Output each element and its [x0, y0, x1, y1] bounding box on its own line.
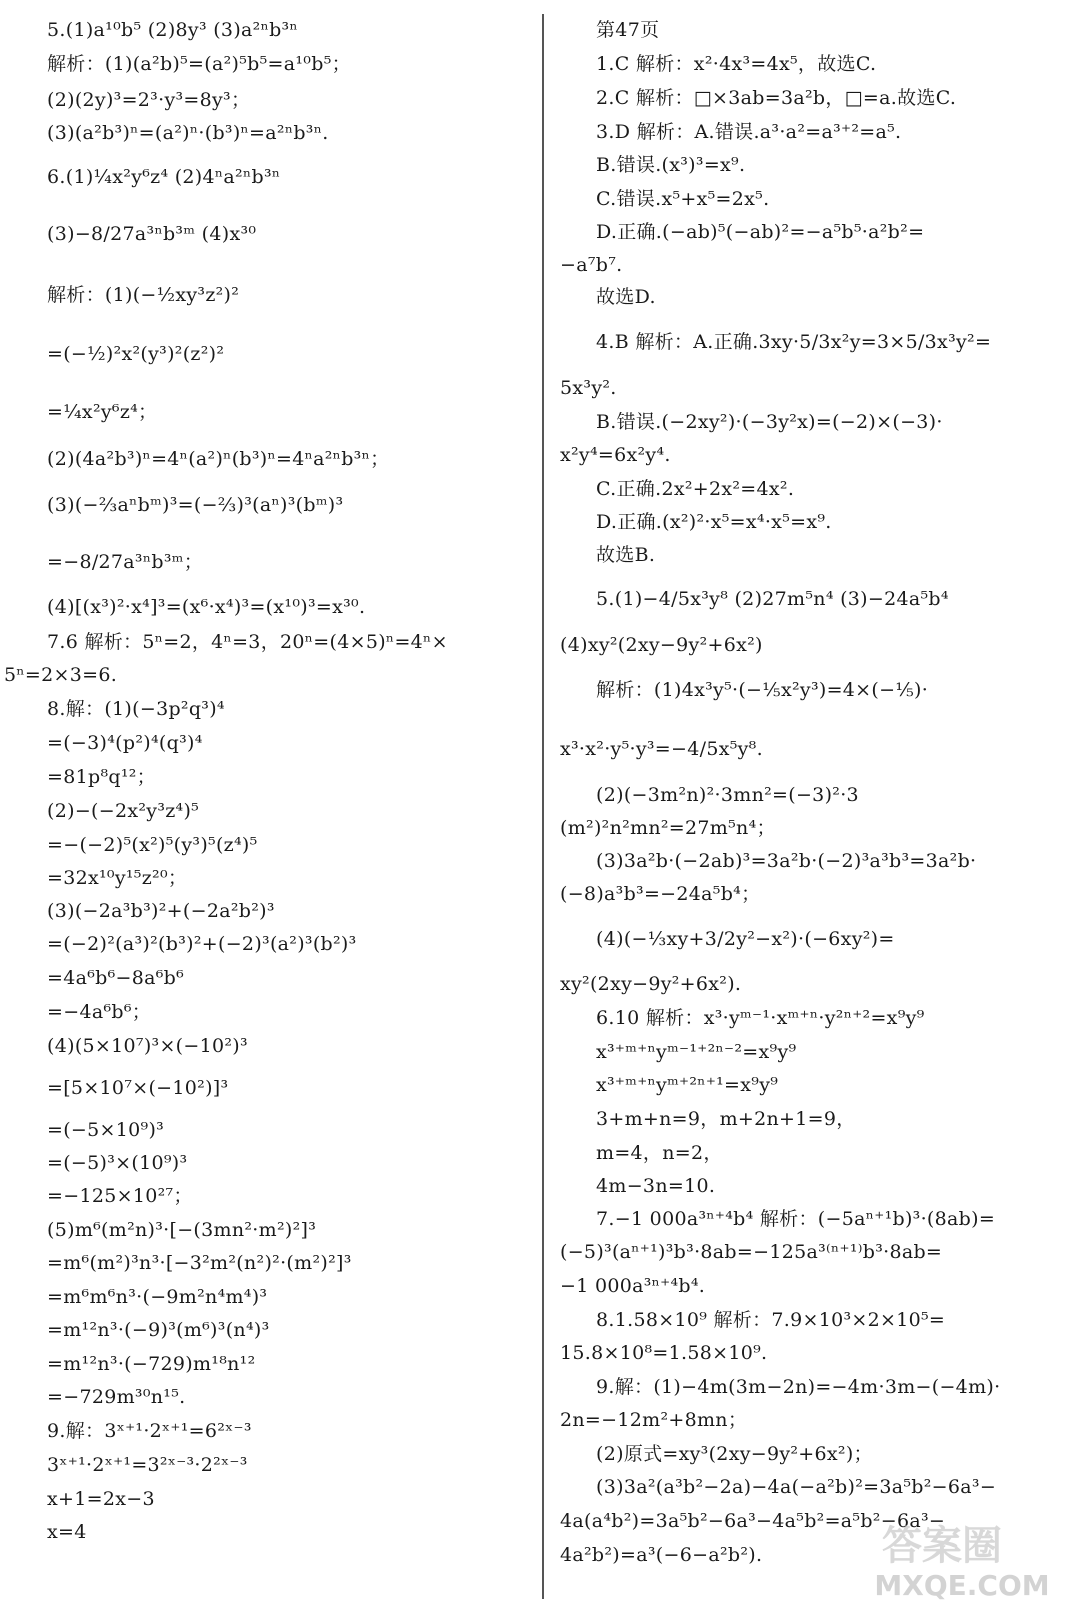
left-line-15: 8.解：(1)(−3p²q³)⁴: [47, 698, 225, 720]
left-line-11: =−8/27a³ⁿb³ᵐ；: [47, 551, 204, 573]
right-line-21: (m²)²n²mn²=27m⁵n⁴；: [560, 817, 776, 839]
left-line-23: =4a⁶b⁶−8a⁶b⁶: [47, 967, 185, 989]
right-line-35: 8.1.58×10⁹ 解析：7.9×10³×2×10⁵=: [596, 1309, 946, 1331]
left-line-35: =−729m³⁰n¹⁵.: [47, 1386, 186, 1408]
right-line-38: 2n=−12m²+8mn；: [560, 1409, 748, 1431]
right-line-40: (3)3a²(a³b²−2a)−4a(−a²b)²=3a⁵b²−6a³−: [596, 1476, 997, 1498]
right-line-20: (2)(−3m²n)²·3mn²=(−3)²·3: [596, 784, 859, 806]
left-line-31: =m⁶(m²)³n³·[−3²m²(n²)²·(m²)²]³: [47, 1252, 352, 1274]
left-line-30: (5)m⁶(m²n)³·[−(3mn²·m²)²]³: [47, 1219, 317, 1241]
left-line-3: (3)(a²b³)ⁿ=(a²)ⁿ·(b³)ⁿ=a²ⁿb³ⁿ.: [47, 122, 329, 144]
left-line-24: =−4a⁶b⁶；: [47, 1001, 152, 1023]
right-line-14: D.正确.(x²)²·x⁵=x⁴·x⁵=x⁹.: [596, 511, 832, 533]
watermark-logo: [842, 1511, 1072, 1601]
left-line-12: (4)[(x³)²·x⁴]³=(x⁶·x⁴)³=(x¹⁰)³=x³⁰.: [47, 596, 366, 618]
left-line-17: =81p⁸q¹²；: [47, 766, 156, 788]
left-line-18: (2)−(−2x²y³z⁴)⁵: [47, 800, 200, 822]
right-line-6: D.正确.(−ab)⁵(−ab)²=−a⁵b⁵·a²b²=: [596, 221, 925, 243]
right-line-2: 2.C 解析：□×3ab=3a²b，□=a.故选C.: [596, 87, 957, 109]
right-line-22: (3)3a²b·(−2ab)³=3a²b·(−2)³a³b³=3a²b·: [596, 850, 977, 872]
right-line-41: 4a(a⁴b²)=3a⁵b²−6a³−4a⁵b²=a⁵b²−6a³−: [560, 1510, 946, 1532]
left-line-14: 5ⁿ=2×3=6.: [4, 664, 118, 686]
right-line-31: 4m−3n=10.: [596, 1175, 716, 1197]
left-line-39: x=4: [47, 1521, 87, 1543]
left-line-5: (3)−8/27a³ⁿb³ᵐ (4)x³⁰: [47, 223, 257, 245]
column-divider: [542, 14, 544, 1599]
right-line-5: C.错误.x⁵+x⁵=2x⁵.: [596, 188, 770, 210]
right-line-39: (2)原式=xy³(2xy−9y²+6x²)；: [596, 1443, 873, 1465]
right-line-7: −a⁷b⁷.: [560, 254, 623, 276]
left-line-10: (3)(−⅔aⁿbᵐ)³=(−⅔)³(aⁿ)³(bᵐ)³: [47, 494, 344, 516]
right-line-16: 5.(1)−4/5x³y⁸ (2)27m⁵n⁴ (3)−24a⁵b⁴: [596, 588, 949, 610]
left-line-21: (3)(−2a³b³)²+(−2a²b²)³: [47, 900, 275, 922]
right-line-24: (4)(−⅓xy+3/2y²−x²)·(−6xy²)=: [596, 928, 895, 950]
left-line-13: 7.6 解析：5ⁿ=2，4ⁿ=3，20ⁿ=(4×5)ⁿ=4ⁿ×: [47, 631, 448, 653]
right-line-23: (−8)a³b³=−24a⁵b⁴；: [560, 883, 761, 905]
right-line-3: 3.D 解析：A.错误.a³·a²=a³⁺²=a⁵.: [596, 121, 902, 143]
left-line-27: =(−5×10⁹)³: [47, 1119, 165, 1141]
left-line-9: (2)(4a²b³)ⁿ=4ⁿ(a²)ⁿ(b³)ⁿ=4ⁿa²ⁿb³ⁿ；: [47, 448, 390, 470]
right-column: [560, 0, 1080, 1607]
left-line-22: =(−2)²(a³)²(b³)²+(−2)³(a²)³(b²)³: [47, 933, 357, 955]
watermark-url: MXQE.COM: [874, 1569, 1050, 1601]
left-line-25: (4)(5×10⁷)³×(−10²)³: [47, 1035, 248, 1057]
right-line-12: x²y⁴=6x²y⁴.: [560, 444, 671, 466]
left-line-37: 3ˣ⁺¹·2ˣ⁺¹=3²ˣ⁻³·2²ˣ⁻³: [47, 1454, 248, 1476]
left-line-7: =(−½)²x²(y³)²(z²)²: [47, 343, 225, 365]
right-line-13: C.正确.2x²+2x²=4x².: [596, 478, 795, 500]
right-line-9: 4.B 解析：A.正确.3xy·5/3x²y=3×5/3x³y²=: [596, 331, 992, 353]
left-line-6: 解析：(1)(−½xy³z²)²: [47, 284, 240, 306]
right-line-26: 6.10 解析：x³·yᵐ⁻¹·xᵐ⁺ⁿ·y²ⁿ⁺²=x⁹y⁹: [596, 1007, 925, 1029]
left-line-38: x+1=2x−3: [47, 1488, 155, 1510]
right-line-11: B.错误.(−2xy²)·(−3y²x)=(−2)×(−3)·: [596, 411, 943, 433]
right-line-32: 7.−1 000a³ⁿ⁺⁴b⁴ 解析：(−5aⁿ⁺¹b)³·(8ab)=: [596, 1208, 996, 1230]
right-line-33: (−5)³(aⁿ⁺¹)³b³·8ab=−125a³⁽ⁿ⁺¹⁾b³·8ab=: [560, 1241, 943, 1263]
left-line-33: =m¹²n³·(−9)³(m⁶)³(n⁴)³: [47, 1319, 270, 1341]
right-line-42: 4a²b²)=a³(−6−a²b²).: [560, 1544, 763, 1566]
right-line-28: x³⁺ᵐ⁺ⁿyᵐ⁺²ⁿ⁺¹=x⁹y⁹: [596, 1074, 779, 1096]
left-line-20: =32x¹⁰y¹⁵z²⁰；: [47, 867, 188, 889]
left-line-34: =m¹²n³·(−729)m¹⁸n¹²: [47, 1353, 256, 1375]
left-line-19: =−(−2)⁵(x²)⁵(y³)⁵(z⁴)⁵: [47, 834, 258, 856]
right-line-15: 故选B.: [596, 544, 656, 566]
left-line-32: =m⁶m⁶n³·(−9m²n⁴m⁴)³: [47, 1286, 268, 1308]
right-line-36: 15.8×10⁸=1.58×10⁹.: [560, 1342, 768, 1364]
left-column: [0, 0, 530, 1607]
left-line-26: =[5×10⁷×(−10²)]³: [47, 1077, 229, 1099]
right-line-4: B.错误.(x³)³=x⁹.: [596, 154, 746, 176]
right-line-27: x³⁺ᵐ⁺ⁿyᵐ⁻¹⁺²ⁿ⁻²=x⁹y⁹: [596, 1041, 797, 1063]
right-line-29: 3+m+n=9，m+2n+1=9，: [596, 1108, 856, 1130]
left-line-0: 5.(1)a¹⁰b⁵ (2)8y³ (3)a²ⁿb³ⁿ: [47, 19, 298, 41]
left-line-28: =(−5)³×(10⁹)³: [47, 1152, 188, 1174]
left-line-29: =−125×10²⁷；: [47, 1185, 193, 1207]
right-line-18: 解析：(1)4x³y⁵·(−⅕x²y³)=4×(−⅕)·: [596, 679, 929, 701]
right-line-8: 故选D.: [596, 286, 656, 308]
right-line-19: x³·x²·y⁵·y³=−4/5x⁵y⁸.: [560, 738, 763, 760]
right-line-25: xy²(2xy−9y²+6x²).: [560, 973, 742, 995]
right-line-10: 5x³y².: [560, 377, 617, 399]
right-line-37: 9.解：(1)−4m(3m−2n)=−4m·3m−(−4m)·: [596, 1376, 1001, 1398]
left-line-8: =¼x²y⁶z⁴；: [47, 401, 158, 423]
left-line-16: =(−3)⁴(p²)⁴(q³)⁴: [47, 732, 203, 754]
right-line-30: m=4，n=2，: [596, 1142, 723, 1164]
left-line-2: (2)(2y)³=2³·y³=8y³；: [47, 89, 251, 111]
right-line-34: −1 000a³ⁿ⁺⁴b⁴.: [560, 1275, 706, 1297]
left-line-36: 9.解：3ˣ⁺¹·2ˣ⁺¹=6²ˣ⁻³: [47, 1420, 252, 1442]
right-line-0: 第47页: [596, 19, 660, 41]
left-line-1: 解析：(1)(a²b)⁵=(a²)⁵b⁵=a¹⁰b⁵；: [47, 53, 351, 75]
right-line-1: 1.C 解析：x²·4x³=4x⁵，故选C.: [596, 53, 877, 75]
watermark-text: 答案圈: [882, 1523, 1002, 1569]
left-line-4: 6.(1)¼x²y⁶z⁴ (2)4ⁿa²ⁿb³ⁿ: [47, 166, 281, 188]
right-line-17: (4)xy²(2xy−9y²+6x²): [560, 634, 763, 656]
